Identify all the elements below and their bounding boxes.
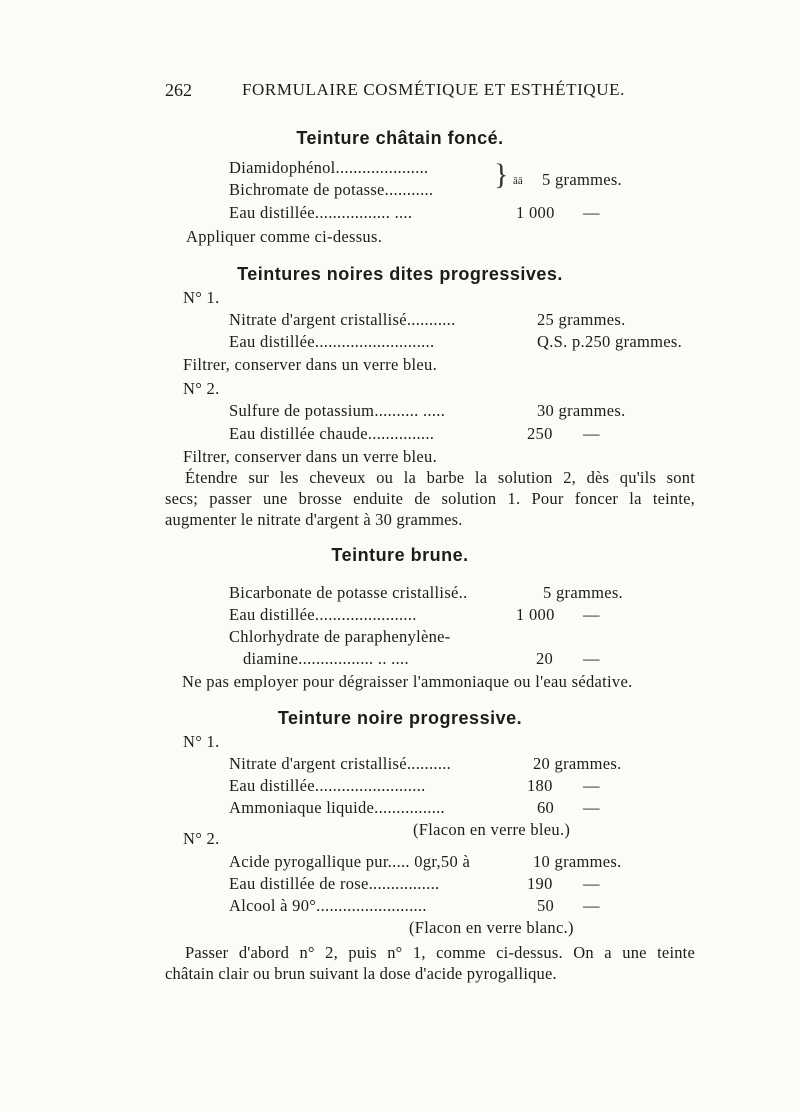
ingredient-name: Eau distillée................. .... bbox=[229, 203, 413, 222]
container-note: (Flacon en verre blanc.) bbox=[409, 918, 574, 937]
ingredient-name: Eau distillée......................... bbox=[229, 776, 426, 795]
container-note: (Flacon en verre bleu.) bbox=[413, 820, 571, 839]
ingredient-name: Eau distillée de rose................ bbox=[229, 874, 440, 893]
ingredient-name: Bicarbonate de potasse cristallisé.. bbox=[229, 583, 468, 602]
paragraph-final bbox=[165, 942, 695, 984]
ditto-mark: — bbox=[583, 874, 600, 893]
paragraph-line: Passer d'abord n° 2, puis n° 1, comme ci-dessus. On a une teinte bbox=[185, 943, 695, 962]
brace-symbol: } bbox=[494, 158, 509, 191]
page-number: 262 bbox=[165, 80, 192, 100]
ingredient-quantity: 60 bbox=[537, 798, 555, 817]
ingredient-quantity: 180 bbox=[527, 776, 553, 795]
instruction-text: Appliquer comme ci-dessus. bbox=[186, 227, 383, 246]
ditto-mark: — bbox=[583, 776, 600, 795]
formula-number: N° 1. bbox=[183, 288, 220, 307]
ingredient-name: Acide pyrogallique pur..... 0gr,50 à bbox=[229, 852, 471, 871]
instruction-text: Filtrer, conserver dans un verre bleu. bbox=[183, 447, 438, 466]
paragraph-line: châtain clair ou brun suivant la dose d'acide pyrogallique. bbox=[165, 964, 557, 983]
ingredient-name: diamine................. .. .... bbox=[243, 649, 409, 668]
running-title: FORMULAIRE COSMÉTIQUE ET ESTHÉTIQUE. bbox=[242, 80, 625, 99]
ingredient-name: Ammoniaque liquide................ bbox=[229, 798, 445, 817]
ingredient-quantity: 1 000 bbox=[516, 203, 555, 222]
ingredient-name: Eau distillée........................... bbox=[229, 332, 435, 351]
ingredient-quantity: 190 bbox=[527, 874, 553, 893]
ingredient-quantity: 250 bbox=[527, 424, 553, 443]
ingredient-quantity: 25 grammes. bbox=[537, 310, 626, 329]
ditto-mark: — bbox=[583, 605, 600, 624]
instruction-text: Ne pas employer pour dégraisser l'ammoniaque ou l'eau sédative. bbox=[182, 672, 633, 691]
ingredient-name: Eau distillée....................... bbox=[229, 605, 417, 624]
ditto-mark: — bbox=[583, 798, 600, 817]
ingredient-name: Diamidophénol..................... bbox=[229, 158, 429, 177]
ingredient-quantity: 5 grammes. bbox=[543, 583, 623, 602]
formula-number: N° 1. bbox=[183, 732, 220, 751]
ingredient-quantity: 5 grammes. bbox=[542, 170, 622, 189]
heading-teinture-chatain-fonce: Teinture châtain foncé. bbox=[296, 128, 504, 148]
ditto-mark: — bbox=[583, 649, 600, 668]
heading-teintures-noires: Teintures noires dites progressives. bbox=[237, 264, 563, 284]
ingredient-quantity: 1 000 bbox=[516, 605, 555, 624]
ingredient-name: Nitrate d'argent cristallisé.......... bbox=[229, 754, 452, 773]
ingredient-quantity: 50 bbox=[537, 896, 555, 915]
ingredient-name: Chlorhydrate de paraphenylène- bbox=[229, 627, 451, 646]
heading-teinture-noire-progressive: Teinture noire progressive. bbox=[277, 708, 523, 728]
ingredient-name: Bichromate de potasse........... bbox=[229, 180, 434, 199]
formula-number: N° 2. bbox=[183, 379, 220, 398]
ingredient-quantity: 10 grammes. bbox=[533, 852, 622, 871]
ingredient-quantity: 20 bbox=[536, 649, 554, 668]
ditto-mark: — bbox=[583, 424, 600, 443]
formula-number: N° 2. bbox=[183, 829, 220, 848]
ana-abbreviation: āā bbox=[513, 175, 523, 187]
ingredient-quantity: Q.S. p.250 grammes. bbox=[537, 332, 683, 351]
paragraph-application bbox=[165, 467, 695, 530]
ingredient-quantity: 30 grammes. bbox=[537, 401, 626, 420]
ingredient-name: Sulfure de potassium.......... ..... bbox=[229, 401, 446, 420]
ditto-mark: — bbox=[583, 896, 600, 915]
ingredient-quantity: 20 grammes. bbox=[533, 754, 622, 773]
ingredient-name: Eau distillée chaude............... bbox=[229, 424, 435, 443]
ingredient-name: Nitrate d'argent cristallisé........... bbox=[229, 310, 456, 329]
instruction-text: Filtrer, conserver dans un verre bleu. bbox=[183, 355, 438, 374]
paragraph-line: augmenter le nitrate d'argent à 30 grammes. bbox=[165, 510, 463, 529]
heading-teinture-brune: Teinture brune. bbox=[331, 545, 469, 565]
ingredient-name: Alcool à 90°......................... bbox=[229, 896, 427, 915]
ditto-mark: — bbox=[583, 203, 600, 222]
paragraph-line: Étendre sur les cheveux ou la barbe la solution 2, dès qu'ils sont bbox=[185, 468, 695, 487]
paragraph-line: secs; passer une brosse enduite de solution 1. Pour foncer la teinte, bbox=[165, 489, 695, 508]
